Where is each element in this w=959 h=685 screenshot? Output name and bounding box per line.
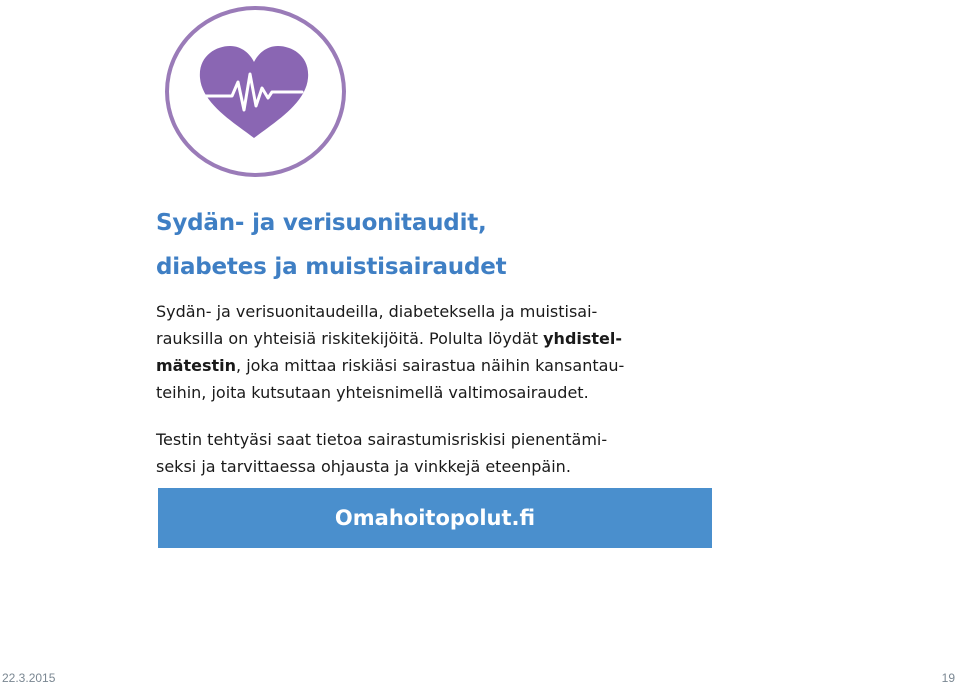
intro-line-2-bold: yhdistel-	[543, 329, 623, 348]
intro-line-4: teihin, joita kutsutaan yhteisnimellä valtimosairaudet.	[156, 383, 589, 402]
intro-paragraph	[156, 298, 756, 406]
test-paragraph	[156, 426, 756, 480]
page-number: 19	[941, 671, 955, 685]
title-line-2: diabetes ja muistisairaudet	[156, 254, 507, 280]
intro-line-1: Sydän- ja verisuonitaudeilla, diabeteksella ja muistisai-	[156, 302, 598, 321]
intro-line-2	[156, 325, 756, 352]
footer-date: 22.3.2015	[2, 671, 56, 685]
intro-line-3	[156, 352, 756, 379]
omahoitopolut-link[interactable]: Omahoitopolut.fi	[158, 488, 712, 548]
title-line-1: Sydän- ja verisuonitaudit,	[156, 210, 487, 236]
intro-line-3-bold: mätestin	[156, 356, 237, 375]
heart-with-pulse-icon	[196, 44, 312, 140]
intro-line-2-text: rauksilla on yhteisiä riskitekijöitä. Polulta löydät	[156, 329, 544, 348]
intro-line-3-text: , joka mittaa riskiäsi sairastua näihin kansantau-	[236, 356, 625, 375]
test-line-1: Testin tehtyäsi saat tietoa sairastumisriskisi pienentämi-	[156, 430, 608, 449]
test-line-2: seksi ja tarvittaessa ohjausta ja vinkkejä eteenpäin.	[156, 457, 571, 476]
